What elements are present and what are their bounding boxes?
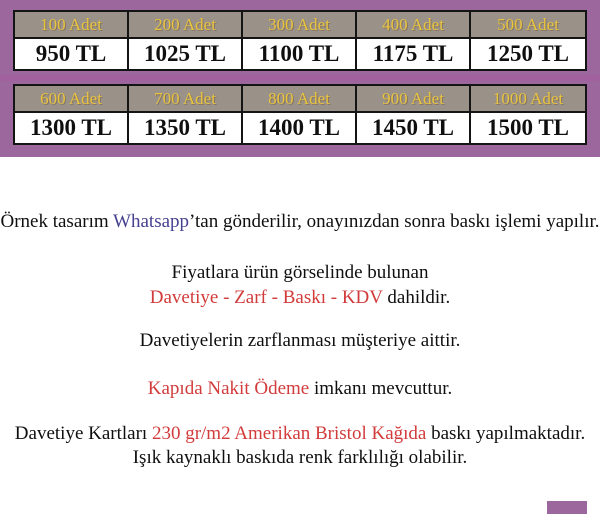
table-divider (0, 71, 600, 84)
qty-header: 600 Adet (15, 86, 129, 113)
price-cell: 1175 TL (357, 39, 471, 69)
divider-band (0, 75, 600, 81)
note-cash-on-delivery (0, 377, 600, 401)
qty-header: 100 Adet (15, 12, 129, 39)
pricing-table-2 (13, 84, 587, 145)
qty-header: 900 Adet (357, 86, 471, 113)
note-text: imkanı mevcuttur. (309, 378, 453, 399)
purple-corner-mark (547, 501, 587, 514)
note-enveloping: Davetiyelerin zarflanması müşteriye aittir. (139, 330, 461, 351)
note-price-includes (0, 285, 600, 310)
whatsapp-text: Whatsapp (113, 211, 190, 232)
price-cell: 950 TL (15, 39, 129, 69)
price-cell: 1025 TL (129, 39, 243, 69)
price-row (15, 113, 585, 143)
qty-header: 1000 Adet (471, 86, 585, 113)
quantity-header-row (15, 86, 585, 113)
qty-header: 400 Adet (357, 12, 471, 39)
price-cell: 1100 TL (243, 39, 357, 69)
price-cell: 1350 TL (129, 113, 243, 143)
qty-header: 200 Adet (129, 12, 243, 39)
note-text: Davetiye Kartları (14, 423, 152, 444)
note-color-difference: Işık kaynaklı baskıda renk farklılığı olabilir. (132, 447, 468, 468)
price-cell: 1400 TL (243, 113, 357, 143)
qty-header: 700 Adet (129, 86, 243, 113)
info-notes (0, 157, 600, 470)
price-cell: 1450 TL (357, 113, 471, 143)
note-text: ’tan gönderilir, onayınızdan sonra baskı işlemi yapılır. (189, 211, 600, 232)
quantity-header-row (15, 12, 585, 39)
note-text: dahildir. (382, 287, 451, 308)
note-text: baskı yapılmaktadır. (426, 423, 586, 444)
note-text: Örnek tasarım (0, 211, 114, 232)
qty-header: 300 Adet (243, 12, 357, 39)
qty-header: 800 Adet (243, 86, 357, 113)
pricing-banner (0, 0, 600, 157)
price-row (15, 39, 585, 69)
note-price-includes-intro: Fiyatlara ürün görselinde bulunan (171, 262, 429, 283)
qty-header: 500 Adet (471, 12, 585, 39)
paper-spec-text: 230 gr/m2 Amerikan Bristol Kağıda (151, 423, 427, 444)
price-cell: 1300 TL (15, 113, 129, 143)
price-cell: 1500 TL (471, 113, 585, 143)
pricing-table-1 (13, 10, 587, 71)
note-paper-type (0, 422, 600, 446)
included-items-text: Davetiye - Zarf - Baskı - KDV (149, 287, 383, 308)
cash-on-delivery-text: Kapıda Nakit Ödeme (147, 378, 310, 399)
price-cell: 1250 TL (471, 39, 585, 69)
note-sample-design (0, 210, 600, 234)
